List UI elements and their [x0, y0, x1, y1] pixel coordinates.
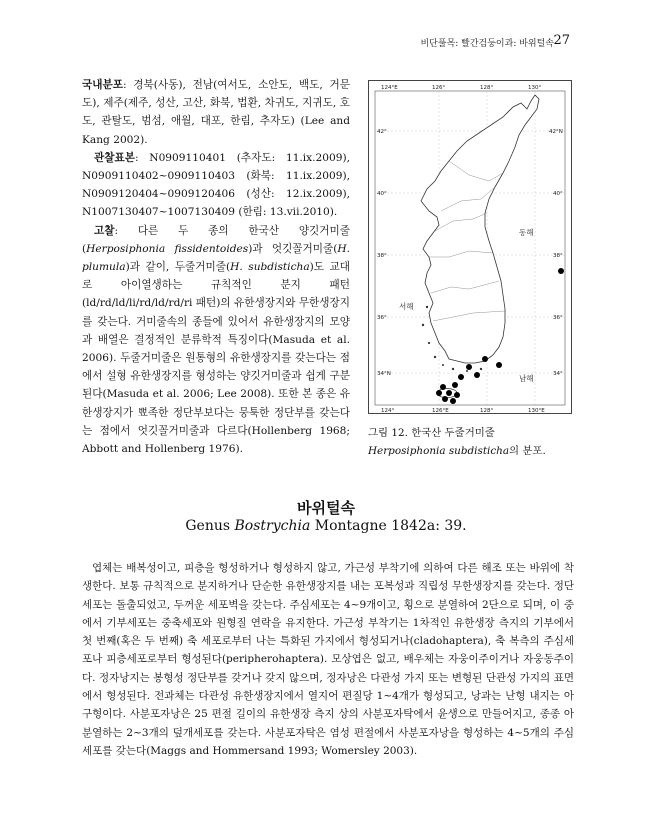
- genus-name: Bostrychia: [234, 518, 311, 534]
- remarks-text: )과 엇깃꼴거미줄(: [248, 242, 338, 255]
- lon-label: 130°E: [528, 408, 545, 413]
- species-name: Herposiphonia fissidentoides: [86, 242, 249, 255]
- distribution-text: : 경북(사동), 전남(여서도, 소안도, 백도, 거문도), 제주(제주, 성산, 고산, 화북, 법환, 차귀도, 지귀도, 호도, 관탈도, 범섬, 애월, 대포, 한림, 추자도) (Lee and Kang 2002).: [82, 79, 350, 146]
- lat-label: 42°N: [549, 129, 563, 135]
- distribution-paragraph: [82, 76, 350, 149]
- lat-label: 42°: [377, 129, 387, 135]
- lat-label: 40°: [553, 191, 563, 197]
- figure-caption: [368, 424, 574, 460]
- remarks-text: )과 같이, 두줄거미줄(: [125, 261, 231, 274]
- specimens-text: : N0909110401 (추자도: 11.ix.2009), N0909110402~0909110403 (화북: 11.ix.2009), N0909120404~0909120406 (성산: 12.ix.2009), N1007130407~1007130409 (한림: 13.vii.2010).: [82, 151, 350, 219]
- lon-label: 128°: [480, 408, 494, 413]
- section-title: 바위털속: [297, 499, 355, 517]
- distribution-map: [368, 80, 572, 414]
- lat-label: 34°: [553, 371, 563, 377]
- lon-label: 126°: [432, 85, 446, 91]
- lat-label: 36°: [553, 315, 563, 321]
- lon-label: 126°E: [432, 408, 449, 413]
- lon-label: 124°E: [381, 85, 398, 91]
- running-head: 비단풀목: 빨간검둥이과: 바위털속: [420, 39, 554, 49]
- specimens-paragraph: [82, 149, 350, 222]
- remarks-paragraph: [82, 222, 350, 459]
- species-account: [82, 76, 350, 458]
- genus-description: 엽체는 배복성이고, 피층을 형성하거나 형성하지 않고, 가근성 부착기에 의하여 다른 해조 또는 바위에 착생한다. 보통 규칙적으로 분지하거나 단순한 유한생장지를 내는 포복성과 직립성 무한생장지를 갖는다. 정단세포는 돌출되었고, 두꺼운 세포벽을 갖는다. 주심세포는 4~9개이고, 횡으로 분열하여 2단으로 되며, 이 중에서 기부세포는 중축세포와 원형질 연락을 유지한다. 가근성 부착기는 1차적인 유한생장 측지의 기부에서 첫 번째(혹은 두 번째) 축 세포로부터 나는 특화된 가지에서 형성되거나(cladohaptera), 축 복측의 주심세포나 피층세포로부터 형성된다(peripherohaptera). 모상엽은 없고, 배우체는 자웅이주이거나 자웅동주이다. 정자낭지는 봉형성 정단부를 갖거나 갖지 않으며, 정자낭은 다관성 가지 또는 변형된 단관성 가지의 표면에서 형성된다. 전과체는 다관성 유한생장지에서 열지어 편질당 1~4개가 형성되고, 낭과는 난형 내지는 아구형이다. 사분포자낭은 25 편절 길이의 유한생장 측지 상의 사분포자탁에서 윤생으로 만들어지고, 종종 아분열하는 2~3개의 덮개세포를 갖는다. 사분포자탁은 염성 편절에서 사분포자낭을 형성하는 4~5개의 주심세포를 갖는다(Maggs and Hommersand 1993; Womersley 2003).: [82, 562, 574, 757]
- species-name: H. plumula: [82, 242, 350, 274]
- lon-label: 128°: [480, 85, 494, 91]
- specimens-label: 관찰표본: [94, 151, 135, 164]
- lat-label: 34°N: [377, 371, 391, 377]
- lat-label: 36°: [377, 315, 387, 321]
- lat-label: 40°: [377, 191, 387, 197]
- genus-heading: [0, 518, 652, 534]
- caption-species: Herposiphonia subdisticha: [368, 445, 510, 457]
- sea-label-south: 남해: [519, 374, 534, 383]
- lat-label: 38°: [377, 253, 387, 259]
- distribution-label: 국내분포: [82, 79, 123, 91]
- remarks-label: 고찰: [94, 224, 115, 237]
- genus-authority: Montagne 1842a: 39.: [310, 518, 467, 534]
- lon-label: 130°: [528, 85, 542, 91]
- caption-text: 의 분포.: [509, 445, 546, 457]
- sea-label-west: 서해: [399, 302, 414, 311]
- lon-label: 124°: [381, 408, 395, 413]
- species-name: H. subdisticha: [230, 261, 310, 274]
- sea-label-east: 동해: [519, 228, 534, 237]
- genus-prefix: Genus: [185, 518, 235, 534]
- map-svg: [369, 81, 571, 413]
- remarks-text: )도 교대로 아이열생하는 규칙적인 분지 패턴(ld/rd/ld/li/rd/ld/rd/ri 패턴)의 유한생장지와 무한생장지를 갖는다. 거미줄속의 종들에 있어서 유한생장지의 모양과 배열은 결정적인 분류학적 특징이다(Masuda et al. 2006). 두줄거미줄은 원통형의 유한생장지를 갖는다는 점에서 설형 유한생장지를 형성하는 양깃거미줄과 쉽게 구분된다(Masuda et al. 2006; Lee 2008). 또한 본 종은 유한생장지가 뾰족한 정단부보다는 뭉툭한 정단부를 갖는다는 점에서 엇깃꼴거미줄과 다르다(Hollenberg 1968; Abbott and Hollenberg 1976).: [82, 261, 350, 456]
- lat-label: 38°: [553, 253, 563, 259]
- page-number: 27: [553, 33, 570, 48]
- caption-text: 그림 12. 한국산 두줄거미줄: [368, 427, 495, 439]
- remarks-text: : 다른 두 종의 한국산 양깃거미줄(: [82, 224, 350, 255]
